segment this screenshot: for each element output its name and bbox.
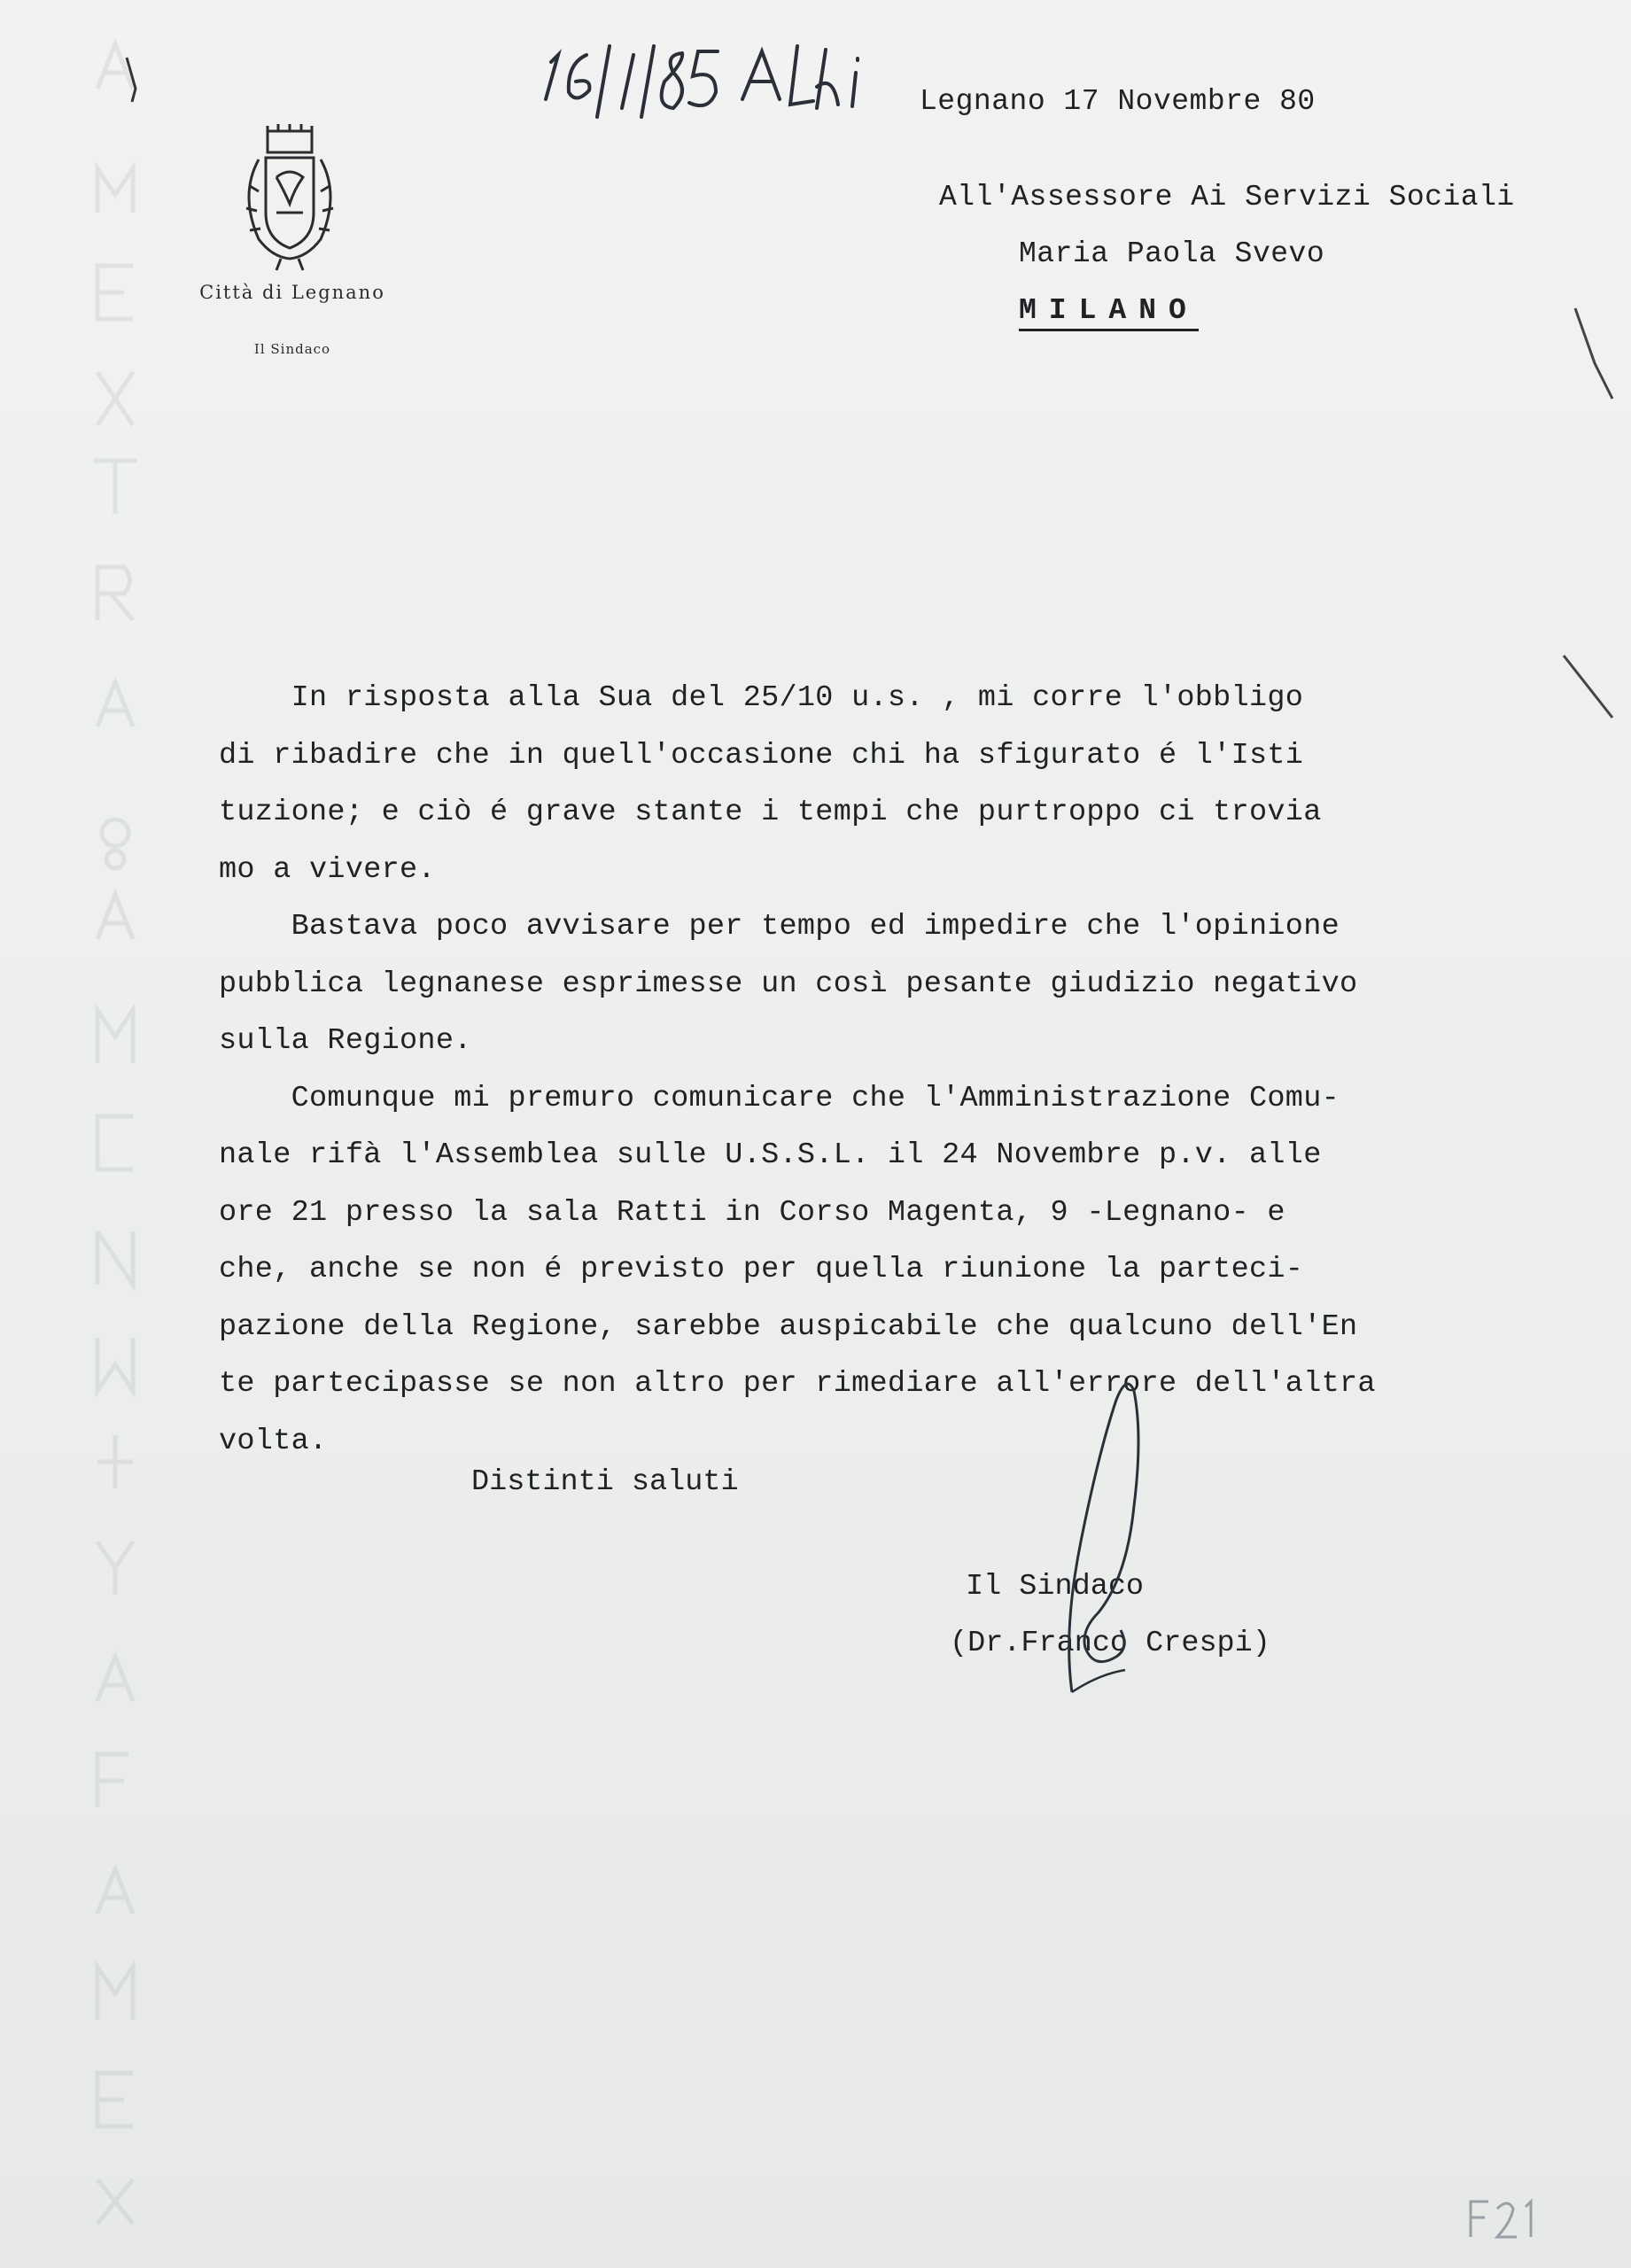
recipient-city: MILANO (1019, 294, 1199, 331)
body-line: Comunque mi premuro comunicare che l'Amministrazione Comu- (219, 1081, 1340, 1115)
body-line: tuzione; e ciò é grave stante i tempi che purtroppo ci trovia (219, 796, 1322, 829)
body-line: In risposta alla Sua del 25/10 u.s. , mi corre l'obbligo (219, 681, 1304, 715)
recipient-name: Maria Paola Svevo (1019, 237, 1325, 270)
body-line: pubblica legnanese esprimesse un così pesante giudizio negativo (219, 967, 1358, 1001)
coat-of-arms-icon (232, 124, 347, 275)
watermark-border (84, 35, 146, 2233)
margin-mark (1559, 647, 1621, 726)
handwritten-note (540, 19, 921, 126)
letter-body (219, 670, 1503, 1470)
corner-mark (120, 53, 146, 115)
margin-mark (1568, 301, 1621, 408)
body-line: sulla Regione. (219, 1024, 472, 1058)
closing-salutation: Distinti saluti (471, 1465, 739, 1499)
archive-code (1462, 2193, 1542, 2246)
letter-date: Legnano 17 Novembre 80 (920, 85, 1316, 118)
body-line: ore 21 presso la sala Ratti in Corso Magenta, 9 -Legnano- e (219, 1195, 1285, 1230)
body-line: Bastava poco avvisare per tempo ed impedire che l'opinione (219, 910, 1340, 944)
signer-title: Il Sindaco (966, 1570, 1145, 1604)
body-line: di ribadire che in quell'occasione chi ha sfigurato é l'Isti (219, 738, 1304, 773)
body-line: nale rifà l'Assemblea sulle U.S.S.L. il 24 Novembre p.v. alle (219, 1138, 1322, 1172)
body-line: mo a vivere. (219, 852, 436, 887)
signer-name: (Dr.Franco Crespi) (950, 1627, 1270, 1660)
handwritten-signature (1045, 1364, 1223, 1710)
body-line: volta. (219, 1424, 328, 1458)
body-line: te partecipasse se non altro per rimediare all'errore dell'altra (219, 1367, 1376, 1401)
letterhead-role: Il Sindaco (253, 341, 331, 357)
recipient-title: All'Assessore Ai Servizi Sociali (939, 181, 1515, 214)
letterhead-city: Città di Legnano (199, 282, 385, 303)
body-line: che, anche se non é previsto per quella riunione la parteci- (219, 1253, 1304, 1286)
body-line: pazione della Regione, sarebbe auspicabile che qualcuno dell'En (219, 1309, 1358, 1344)
